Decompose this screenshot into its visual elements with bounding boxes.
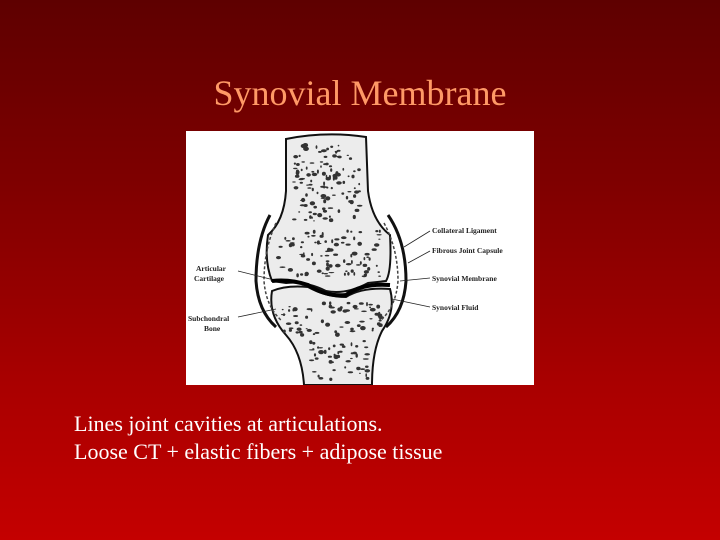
trabecula-mark xyxy=(369,318,372,319)
trabecula-mark xyxy=(325,275,331,277)
trabecula-mark xyxy=(301,169,303,172)
trabecula-mark xyxy=(286,322,291,325)
lower-bone xyxy=(271,287,392,386)
label-synovial-fluid: Synovial Fluid xyxy=(432,303,479,312)
trabecula-mark xyxy=(300,246,302,248)
trabecula-mark xyxy=(313,333,315,335)
trabecula-mark xyxy=(346,230,348,233)
trabecula-mark xyxy=(364,346,368,348)
trabecula-mark xyxy=(337,355,340,358)
trabecula-mark xyxy=(323,199,326,203)
trabecula-mark xyxy=(329,272,335,273)
trabecula-mark xyxy=(300,324,303,326)
trabecula-mark xyxy=(296,163,300,166)
trabecula-mark xyxy=(299,254,305,255)
trabecula-mark xyxy=(339,326,343,327)
trabecula-mark xyxy=(325,323,330,327)
trabecula-mark xyxy=(329,218,333,222)
trabecula-mark xyxy=(296,273,299,277)
trabecula-mark xyxy=(359,321,365,323)
trabecula-mark xyxy=(293,155,298,158)
trabecula-mark xyxy=(357,205,363,207)
trabecula-mark xyxy=(326,177,331,181)
trabecula-mark xyxy=(359,302,364,305)
trabecula-mark xyxy=(317,192,319,195)
trabecula-mark xyxy=(323,210,327,211)
trabecula-mark xyxy=(353,170,356,172)
trabecula-mark xyxy=(361,311,367,313)
trabecula-mark xyxy=(374,243,379,246)
trabecula-mark xyxy=(288,306,290,307)
trabecula-mark xyxy=(322,172,326,176)
trabecula-mark xyxy=(306,167,308,170)
trabecula-mark xyxy=(341,242,345,244)
trabecula-mark xyxy=(304,219,308,221)
trabecula-mark xyxy=(303,252,305,254)
trabecula-mark xyxy=(323,163,328,165)
trabecula-mark xyxy=(284,237,286,240)
trabecula-mark xyxy=(293,315,298,317)
trabecula-mark xyxy=(328,347,330,350)
trabecula-mark xyxy=(335,333,340,337)
trabecula-mark xyxy=(375,230,378,232)
trabecula-mark xyxy=(379,230,381,233)
trabecula-mark xyxy=(324,156,328,158)
trabecula-mark xyxy=(283,330,286,334)
trabecula-mark xyxy=(316,145,318,149)
trabecula-mark xyxy=(324,240,327,243)
trabecula-mark xyxy=(305,316,308,319)
trabecula-mark xyxy=(320,161,323,162)
trabecula-mark xyxy=(289,329,292,332)
trabecula-mark xyxy=(355,209,360,212)
trabecula-mark xyxy=(338,209,341,213)
label-subchondral-bone-line1: Subchondral xyxy=(188,314,230,323)
trabecula-mark xyxy=(370,308,376,312)
trabecula-mark xyxy=(336,181,342,184)
trabecula-mark xyxy=(363,358,369,360)
trabecula-mark xyxy=(299,179,304,180)
trabecula-mark xyxy=(346,360,350,362)
trabecula-mark xyxy=(350,200,354,204)
trabecula-mark xyxy=(304,204,308,207)
trabecula-mark xyxy=(330,168,332,172)
trabecula-mark xyxy=(345,270,348,272)
trabecula-mark xyxy=(305,193,308,197)
trabecula-mark xyxy=(312,371,317,373)
trabecula-mark xyxy=(376,265,378,267)
trabecula-mark xyxy=(346,244,351,246)
trabecula-mark xyxy=(358,183,360,185)
trabecula-mark xyxy=(365,373,367,377)
trabecula-mark xyxy=(330,146,333,148)
trabecula-mark xyxy=(360,261,362,265)
trabecula-mark xyxy=(328,207,333,209)
trabecula-mark xyxy=(323,185,325,189)
trabecula-mark xyxy=(325,196,330,200)
trabecula-mark xyxy=(353,215,356,219)
trabecula-mark xyxy=(326,267,330,271)
trabecula-mark xyxy=(347,302,351,304)
trabecula-mark xyxy=(292,310,294,312)
trabecula-mark xyxy=(308,184,312,186)
trabecula-mark xyxy=(314,242,317,244)
trabecula-mark xyxy=(350,358,353,359)
trabecula-mark xyxy=(378,323,382,327)
trabecula-mark xyxy=(325,255,330,257)
trabecula-mark xyxy=(307,308,312,310)
trabecula-mark xyxy=(324,273,328,274)
trabecula-mark xyxy=(307,236,309,238)
trabecula-mark xyxy=(344,309,350,312)
trabecula-mark xyxy=(318,350,324,354)
trabecula-mark xyxy=(332,195,336,196)
trabecula-mark xyxy=(340,344,344,346)
trabecula-mark xyxy=(282,309,284,310)
trabecula-mark xyxy=(329,165,332,167)
trabecula-mark xyxy=(311,171,314,173)
trabecula-mark xyxy=(323,217,328,220)
trabecula-mark xyxy=(318,375,320,378)
trabecula-mark xyxy=(312,173,318,176)
trabecula-mark xyxy=(339,351,343,353)
trabecula-mark xyxy=(324,350,327,354)
trabecula-mark xyxy=(335,264,341,268)
trabecula-mark xyxy=(322,186,328,188)
trabecula-mark xyxy=(321,194,327,198)
trabecula-mark xyxy=(337,156,342,158)
trabecula-mark xyxy=(296,331,300,333)
trabecula-mark xyxy=(295,175,300,178)
trabecula-mark xyxy=(310,162,315,164)
trabecula-mark xyxy=(364,270,369,274)
trabecula-mark xyxy=(311,253,313,256)
trabecula-mark xyxy=(334,174,339,176)
trabecula-mark xyxy=(328,356,332,358)
trabecula-mark xyxy=(372,248,377,251)
trabecula-mark xyxy=(313,230,316,234)
trabecula-mark xyxy=(329,216,331,218)
slide-title: Synovial Membrane xyxy=(213,73,507,113)
trabecula-mark xyxy=(305,274,309,276)
trabecula-mark xyxy=(288,268,293,272)
trabecula-mark xyxy=(378,276,381,277)
trabecula-mark xyxy=(353,194,356,198)
label-articular-cartilage-line1: Articular xyxy=(196,264,226,273)
trabecula-mark xyxy=(372,328,374,330)
trabecula-mark xyxy=(317,346,319,349)
trabecula-mark xyxy=(301,161,305,162)
trabecula-mark xyxy=(379,320,382,322)
trabecula-mark xyxy=(319,377,324,380)
trabecula-mark xyxy=(364,274,367,277)
caption-line: Lines joint cavities at articulations. xyxy=(74,411,383,436)
trabecula-mark xyxy=(347,272,349,276)
trabecula-mark xyxy=(342,168,344,171)
trabecula-mark xyxy=(331,310,336,313)
trabecula-mark xyxy=(317,243,321,244)
trabecula-mark xyxy=(315,357,319,359)
trabecula-mark xyxy=(292,237,295,240)
joint-diagram xyxy=(186,131,534,385)
trabecula-mark xyxy=(314,353,316,356)
trabecula-mark xyxy=(367,267,370,271)
trabecula-mark xyxy=(347,191,351,192)
trabecula-mark xyxy=(296,170,299,174)
trabecula-mark xyxy=(331,239,333,243)
trabecula-mark xyxy=(300,273,303,275)
label-collateral-ligament: Collateral Ligament xyxy=(432,226,497,235)
trabecula-mark xyxy=(309,359,314,361)
trabecula-mark xyxy=(300,333,304,337)
trabecula-mark xyxy=(347,155,349,156)
trabecula-mark xyxy=(349,157,352,160)
trabecula-mark xyxy=(306,258,310,261)
trabecula-mark xyxy=(353,305,358,309)
trabecula-mark xyxy=(310,201,315,205)
trabecula-mark xyxy=(360,368,365,370)
trabecula-mark xyxy=(279,246,283,248)
trabecula-mark xyxy=(309,215,312,219)
joint-diagram-svg xyxy=(186,131,534,385)
trabecula-mark xyxy=(308,211,312,213)
trabecula-mark xyxy=(338,145,340,147)
trabecula-mark xyxy=(293,168,297,169)
trabecula-mark xyxy=(352,252,358,256)
trabecula-mark xyxy=(301,198,305,202)
trabecula-mark xyxy=(355,345,358,348)
trabecula-mark xyxy=(320,165,322,168)
trabecula-mark xyxy=(307,187,311,189)
trabecula-mark xyxy=(301,241,304,243)
trabecula-mark xyxy=(309,349,315,350)
trabecula-mark xyxy=(351,342,353,346)
trabecula-mark xyxy=(344,366,346,368)
upper-bone xyxy=(267,134,391,292)
trabecula-mark xyxy=(321,198,326,199)
trabecula-mark xyxy=(350,231,352,233)
trabecula-mark xyxy=(334,176,338,180)
trabecula-mark xyxy=(300,182,303,184)
trabecula-mark xyxy=(297,328,302,331)
trabecula-mark xyxy=(365,253,370,256)
trabecula-mark xyxy=(317,170,319,174)
trabecula-mark xyxy=(351,269,354,272)
trabecula-mark xyxy=(330,361,334,363)
trabecula-mark xyxy=(364,353,370,355)
trabecula-mark xyxy=(301,144,306,148)
trabecula-mark xyxy=(348,175,350,177)
trabecula-mark xyxy=(294,186,299,189)
caption-line: Loose CT + elastic fibers + adipose tissue xyxy=(74,439,443,464)
trabecula-mark xyxy=(326,262,329,266)
trabecula-mark xyxy=(345,321,351,324)
trabecula-mark xyxy=(321,149,327,152)
trabecula-mark xyxy=(276,256,281,259)
trabecula-mark xyxy=(334,243,339,247)
trabecula-mark xyxy=(315,332,320,334)
trabecula-mark xyxy=(378,239,380,240)
trabecula-mark xyxy=(298,211,300,212)
trabecula-mark xyxy=(342,237,344,239)
trabecula-mark xyxy=(322,272,324,274)
trabecula-mark xyxy=(341,192,344,194)
trabecula-mark xyxy=(348,371,353,373)
trabecula-mark xyxy=(317,213,322,217)
trabecula-mark xyxy=(292,181,296,182)
trabecula-mark xyxy=(359,231,363,233)
trabecula-mark xyxy=(290,242,295,244)
trabecula-mark xyxy=(377,234,382,235)
trabecula-mark xyxy=(310,180,312,183)
trabecula-mark xyxy=(312,188,314,191)
trabecula-mark xyxy=(357,324,361,327)
label-subchondral-bone-line2: Bone xyxy=(204,324,221,333)
trabecula-mark xyxy=(366,302,368,306)
trabecula-mark xyxy=(368,304,373,306)
trabecula-mark xyxy=(297,323,299,324)
trabecula-mark xyxy=(364,257,366,260)
trabecula-mark xyxy=(353,352,357,355)
trabecula-mark xyxy=(309,340,312,344)
trabecula-mark xyxy=(322,207,326,210)
label-synovial-membrane: Synovial Membrane xyxy=(432,274,497,283)
trabecula-mark xyxy=(299,155,301,157)
trabecula-mark xyxy=(366,256,369,258)
trabecula-mark xyxy=(288,309,290,312)
trabecula-mark xyxy=(323,182,325,186)
trabecula-mark xyxy=(322,232,324,236)
trabecula-mark xyxy=(307,329,312,332)
trabecula-mark xyxy=(356,367,360,370)
trabecula-mark xyxy=(353,237,355,241)
trabecula-mark xyxy=(312,262,316,266)
trabecula-mark xyxy=(329,305,333,309)
trabecula-mark xyxy=(299,331,303,334)
trabecula-mark xyxy=(305,232,310,235)
trabecula-mark xyxy=(365,366,369,368)
slide-caption xyxy=(74,410,694,466)
trabecula-mark xyxy=(358,190,361,192)
trabecula-mark xyxy=(327,248,331,252)
trabecula-mark xyxy=(375,313,380,316)
trabecula-mark xyxy=(329,301,331,305)
trabecula-mark xyxy=(351,330,353,332)
label-articular-cartilage-line2: Cartilage xyxy=(194,274,224,283)
trabecula-mark xyxy=(320,255,323,257)
label-fibrous-joint-capsule: Fibrous Joint Capsule xyxy=(432,246,503,255)
trabecula-mark xyxy=(306,173,311,177)
trabecula-mark xyxy=(351,175,354,179)
trabecula-mark xyxy=(331,187,333,189)
trabecula-mark xyxy=(322,302,326,306)
trabecula-mark xyxy=(335,152,337,154)
trabecula-mark xyxy=(280,266,286,268)
trabecula-mark xyxy=(333,254,338,256)
trabecula-mark xyxy=(361,326,363,329)
trabecula-mark xyxy=(377,271,380,273)
trabecula-mark xyxy=(292,218,296,220)
trabecula-mark xyxy=(346,196,348,200)
trabecula-mark xyxy=(346,263,352,265)
trabecula-mark xyxy=(313,220,315,221)
trabecula-mark xyxy=(344,273,346,276)
trabecula-mark xyxy=(343,181,346,184)
trabecula-mark xyxy=(318,151,322,153)
trabecula-mark xyxy=(283,313,285,316)
trabecula-mark xyxy=(365,369,371,372)
trabecula-mark xyxy=(363,264,368,267)
trabecula-mark xyxy=(311,235,316,237)
trabecula-mark xyxy=(376,305,380,309)
trabecula-mark xyxy=(329,378,332,381)
trabecula-mark xyxy=(294,163,296,165)
trabecula-mark xyxy=(313,213,317,215)
trabecula-mark xyxy=(332,154,337,157)
trabecula-mark xyxy=(313,206,317,209)
trabecula-mark xyxy=(286,240,291,242)
trabecula-mark xyxy=(332,369,335,371)
trabecula-mark xyxy=(369,257,371,261)
trabecula-mark xyxy=(306,328,308,329)
trabecula-mark xyxy=(321,319,324,323)
trabecula-mark xyxy=(356,264,361,266)
trabecula-mark xyxy=(354,308,359,309)
trabecula-mark xyxy=(326,260,330,262)
trabecula-mark xyxy=(312,342,315,345)
trabecula-mark xyxy=(357,242,362,246)
trabecula-mark xyxy=(354,187,356,189)
trabecula-mark xyxy=(359,373,361,374)
trabecula-mark xyxy=(369,307,371,309)
trabecula-mark xyxy=(353,272,355,276)
trabecula-mark xyxy=(357,168,361,171)
trabecula-mark xyxy=(334,238,339,240)
trabecula-mark xyxy=(343,259,345,263)
trabecula-mark xyxy=(333,345,336,348)
trabecula-mark xyxy=(340,306,343,309)
trabecula-mark xyxy=(351,260,353,264)
trabecula-mark xyxy=(366,377,370,380)
trabecula-mark xyxy=(363,340,366,342)
trabecula-mark xyxy=(326,148,329,151)
trabecula-mark xyxy=(317,270,322,273)
